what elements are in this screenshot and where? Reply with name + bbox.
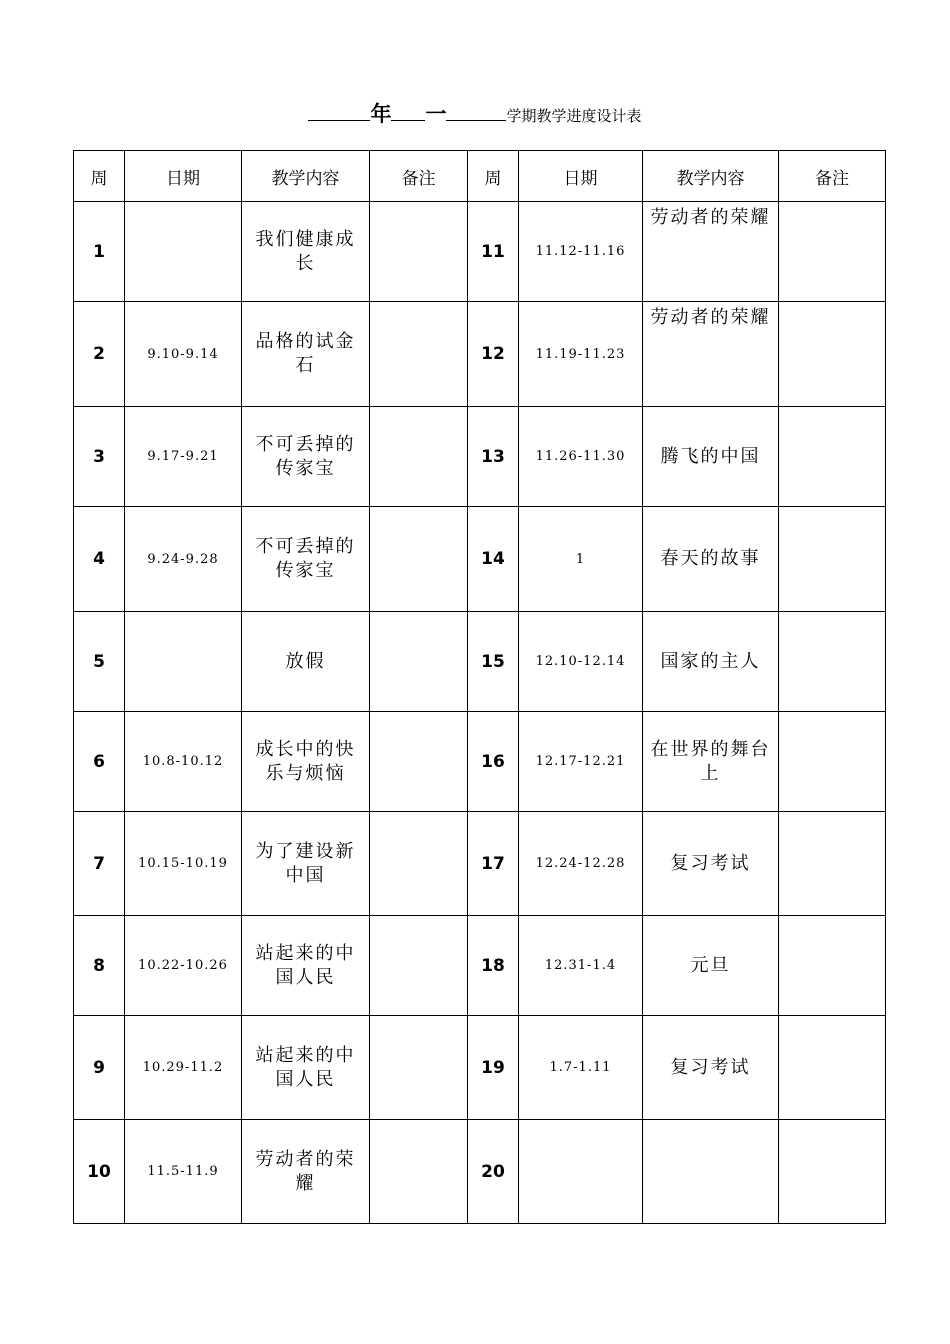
note-cell — [370, 916, 468, 1016]
note-cell — [370, 202, 468, 302]
date-cell — [519, 1120, 643, 1224]
content-cell: 品格的试金石 — [242, 302, 370, 407]
date-cell: 12.10-12.14 — [519, 612, 643, 712]
date-cell: 10.22-10.26 — [125, 916, 242, 1016]
note-cell — [370, 407, 468, 507]
header-date-right: 日期 — [519, 151, 643, 202]
note-cell — [779, 302, 886, 407]
date-cell — [125, 202, 242, 302]
content-cell: 在世界的舞台上 — [643, 712, 779, 812]
header-content-right: 教学内容 — [643, 151, 779, 202]
week-cell: 13 — [468, 407, 519, 507]
note-cell — [779, 812, 886, 916]
header-date-left: 日期 — [125, 151, 242, 202]
table-row — [74, 407, 886, 507]
header-row — [74, 151, 886, 202]
term-blank-right — [446, 104, 506, 121]
header-content-left: 教学内容 — [242, 151, 370, 202]
date-cell: 11.19-11.23 — [519, 302, 643, 407]
week-cell: 5 — [74, 612, 125, 712]
content-cell: 国家的主人 — [643, 612, 779, 712]
note-cell — [370, 712, 468, 812]
note-cell — [779, 916, 886, 1016]
week-cell: 17 — [468, 812, 519, 916]
note-cell — [779, 612, 886, 712]
content-cell: 放假 — [242, 612, 370, 712]
table-row — [74, 302, 886, 407]
note-cell — [370, 1120, 468, 1224]
week-cell: 4 — [74, 507, 125, 612]
table-row — [74, 1016, 886, 1120]
content-cell: 站起来的中国人民 — [242, 1016, 370, 1120]
note-cell — [779, 1016, 886, 1120]
content-cell: 元旦 — [643, 916, 779, 1016]
header-note-right: 备注 — [779, 151, 886, 202]
table-row — [74, 202, 886, 302]
week-cell: 9 — [74, 1016, 125, 1120]
week-cell: 3 — [74, 407, 125, 507]
content-cell: 为了建设新中国 — [242, 812, 370, 916]
week-cell: 15 — [468, 612, 519, 712]
week-cell: 2 — [74, 302, 125, 407]
table-row — [74, 507, 886, 612]
week-cell: 16 — [468, 712, 519, 812]
table-row — [74, 712, 886, 812]
note-cell — [779, 712, 886, 812]
week-cell: 7 — [74, 812, 125, 916]
title-suffix: 学期教学进度设计表 — [506, 107, 642, 125]
date-cell: 9.24-9.28 — [125, 507, 242, 612]
date-cell: 1 — [519, 507, 643, 612]
schedule-table — [73, 150, 886, 1224]
content-cell: 劳动者的荣耀 — [643, 202, 779, 302]
date-cell: 10.29-11.2 — [125, 1016, 242, 1120]
date-cell: 12.17-12.21 — [519, 712, 643, 812]
content-cell: 复习考试 — [643, 812, 779, 916]
week-cell: 20 — [468, 1120, 519, 1224]
header-note-left: 备注 — [370, 151, 468, 202]
table-row — [74, 916, 886, 1016]
table-row — [74, 612, 886, 712]
note-cell — [779, 507, 886, 612]
note-cell — [370, 507, 468, 612]
date-cell: 10.8-10.12 — [125, 712, 242, 812]
date-cell: 11.5-11.9 — [125, 1120, 242, 1224]
year-label: 年 — [370, 102, 392, 126]
note-cell — [779, 202, 886, 302]
note-cell — [779, 407, 886, 507]
note-cell — [370, 612, 468, 712]
date-cell: 12.31-1.4 — [519, 916, 643, 1016]
content-cell: 不可丢掉的传家宝 — [242, 407, 370, 507]
page-title — [0, 100, 950, 130]
date-cell — [125, 612, 242, 712]
date-cell: 9.10-9.14 — [125, 302, 242, 407]
content-cell: 春天的故事 — [643, 507, 779, 612]
week-cell: 14 — [468, 507, 519, 612]
week-cell: 6 — [74, 712, 125, 812]
note-cell — [370, 1016, 468, 1120]
week-cell: 19 — [468, 1016, 519, 1120]
term-label: 一 — [425, 102, 447, 126]
week-cell: 10 — [74, 1120, 125, 1224]
content-cell: 我们健康成长 — [242, 202, 370, 302]
week-cell: 11 — [468, 202, 519, 302]
content-cell: 不可丢掉的传家宝 — [242, 507, 370, 612]
week-cell: 18 — [468, 916, 519, 1016]
term-blank-left — [391, 104, 425, 121]
date-cell: 11.26-11.30 — [519, 407, 643, 507]
week-cell: 8 — [74, 916, 125, 1016]
date-cell: 12.24-12.28 — [519, 812, 643, 916]
week-cell: 1 — [74, 202, 125, 302]
header-week-right: 周 — [468, 151, 519, 202]
header-week-left: 周 — [74, 151, 125, 202]
date-cell: 11.12-11.16 — [519, 202, 643, 302]
content-cell: 腾飞的中国 — [643, 407, 779, 507]
content-cell: 站起来的中国人民 — [242, 916, 370, 1016]
note-cell — [370, 302, 468, 407]
date-cell: 10.15-10.19 — [125, 812, 242, 916]
content-cell: 成长中的快乐与烦恼 — [242, 712, 370, 812]
table-row — [74, 812, 886, 916]
note-cell — [779, 1120, 886, 1224]
note-cell — [370, 812, 468, 916]
content-cell: 复习考试 — [643, 1016, 779, 1120]
table-row — [74, 1120, 886, 1224]
year-blank — [308, 104, 370, 121]
week-cell: 12 — [468, 302, 519, 407]
content-cell: 劳动者的荣耀 — [643, 302, 779, 407]
date-cell: 9.17-9.21 — [125, 407, 242, 507]
content-cell — [643, 1120, 779, 1224]
content-cell: 劳动者的荣耀 — [242, 1120, 370, 1224]
date-cell: 1.7-1.11 — [519, 1016, 643, 1120]
